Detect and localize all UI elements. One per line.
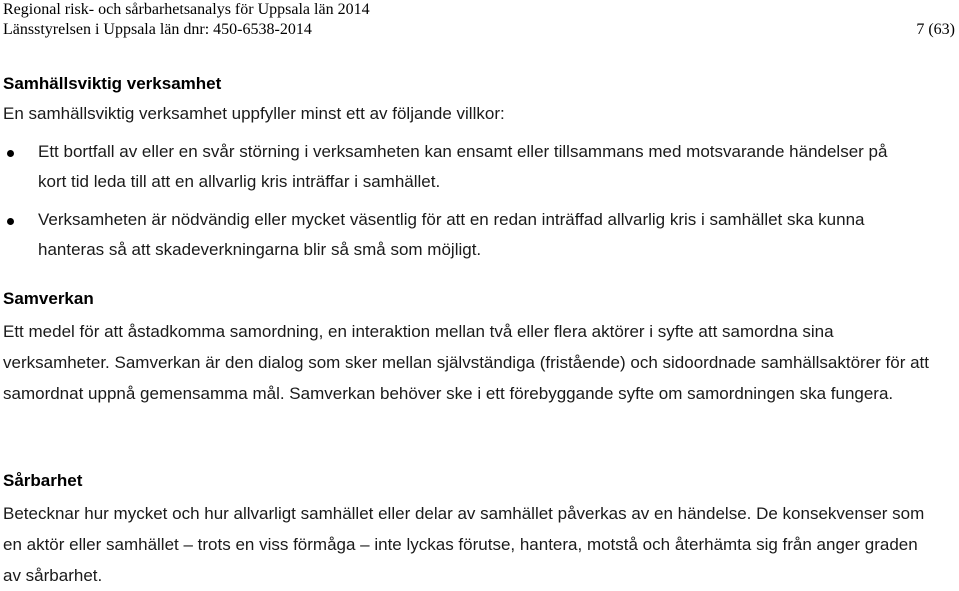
heading-samverkan: Samverkan: [3, 289, 94, 308]
bullet-icon: [7, 150, 14, 157]
heading-sarbarhet: Sårbarhet: [3, 471, 83, 490]
document-title: Regional risk- och sårbarhetsanalys för Uppsala län 2014: [3, 1, 370, 18]
intro-text: En samhällsviktig verksamhet uppfyller minst ett av följande villkor:: [3, 104, 505, 123]
sarbarhet-paragraph: Betecknar hur mycket och hur allvarligt samhället eller delar av samhället påverkas av en händelse. De konsekvenser som en aktör eller samhället – trots en viss förmåga – inte lyckas förutse, hantera, motstå och återhämta sig från anger graden av sårbarhet.: [3, 504, 925, 585]
page-number: 7 (63): [916, 21, 955, 38]
bullet-item: Ett bortfall av eller en svår störning i verksamheten kan ensamt eller tillsammans med motsvarande händelser på kort tid leda till att en allvarlig kris inträffar i samhället.: [38, 142, 888, 191]
document-reference: Länsstyrelsen i Uppsala län dnr: 450-6538-2014: [3, 21, 312, 38]
bullet-icon: [7, 218, 14, 225]
bullet-item: Verksamheten är nödvändig eller mycket väsentlig för att en redan inträffad allvarlig kris i samhället ska kunna hanteras så att skadeverkningarna blir så små som möjligt.: [38, 210, 865, 259]
samverkan-paragraph: Ett medel för att åstadkomma samordning, en interaktion mellan två eller flera aktörer i syfte att samordna sina verksamheter. Samverkan är den dialog som sker mellan självständiga (fristående) och sidoordnade samhällsaktörer för att samordnat uppnå gemensamma mål. Samverkan behöver ske i ett förebyggande syfte om samordningen ska fungera.: [3, 322, 930, 403]
heading-samhallsviktig-verksamhet: Samhällsviktig verksamhet: [3, 74, 222, 93]
